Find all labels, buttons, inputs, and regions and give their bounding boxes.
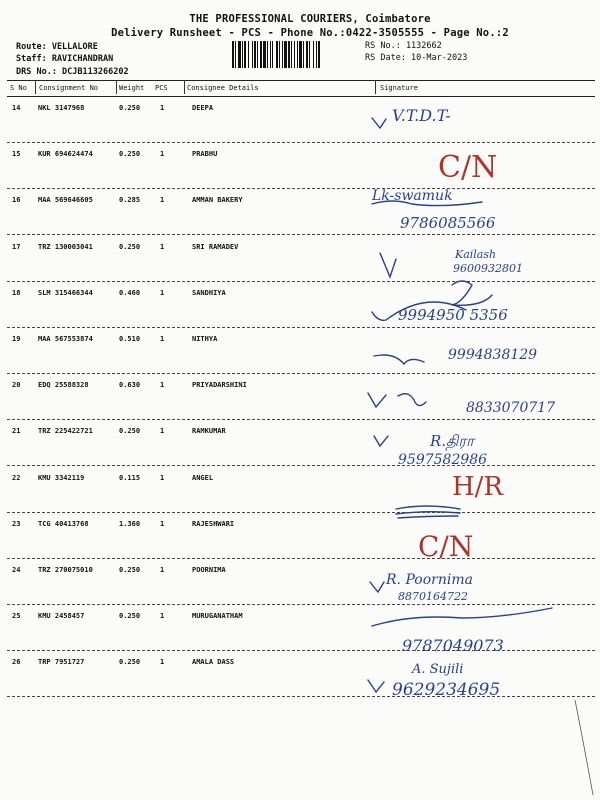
cn-mark-row-15: C/N — [438, 150, 498, 185]
row-sno: 21 — [12, 427, 21, 436]
signature-stroke — [372, 608, 552, 626]
row-separator — [7, 465, 595, 466]
row-consignment-no: NKL 3147968 — [38, 104, 85, 112]
row-separator — [7, 281, 595, 282]
row-consignee: MURUGANATHAM — [192, 612, 243, 621]
header-top-rule — [7, 80, 595, 81]
signature-row-21-name: R.திரா — [430, 432, 474, 450]
route-label: Route: VELLALORE — [16, 42, 98, 52]
signature-row-24-phone: 8870164722 — [398, 590, 468, 603]
signature-row-20-phone: 8833070717 — [466, 400, 556, 416]
staff-label: Staff: RAVICHANDRAN — [16, 54, 114, 64]
row-consignment-no: TCG 40413768 — [38, 519, 89, 528]
row-separator — [7, 604, 595, 605]
row-sno: 18 — [12, 288, 21, 297]
signature-row-18-phone: 9994950 5356 — [398, 306, 508, 324]
signature-stroke — [374, 436, 388, 446]
row-sno: 19 — [12, 335, 21, 343]
row-weight: 0.250 — [119, 150, 141, 159]
row-pcs: 1 — [160, 473, 165, 482]
col-header-consignee: Consignee Details — [187, 84, 259, 92]
col-sep — [375, 80, 376, 94]
row-sno: 23 — [12, 519, 21, 528]
row-pcs: 1 — [160, 519, 165, 528]
col-sep — [184, 80, 185, 94]
signature-row-26-name: A. Sujili — [412, 662, 464, 677]
row-separator — [7, 696, 595, 697]
row-consignee: RAMKUMAR — [192, 427, 226, 436]
row-pcs: 1 — [160, 335, 165, 343]
row-sno: 16 — [12, 196, 21, 205]
row-weight: 0.250 — [119, 566, 141, 574]
row-weight: 0.250 — [119, 658, 141, 667]
row-pcs: 1 — [160, 566, 165, 574]
signature-stroke — [452, 281, 492, 305]
row-separator — [7, 188, 595, 189]
row-consignee: AMALA DASS — [192, 658, 235, 667]
row-pcs: 1 — [160, 242, 165, 251]
row-weight: 0.630 — [119, 381, 141, 390]
row-consignment-no: TRZ 225422721 — [38, 427, 93, 436]
row-sno: 26 — [12, 658, 21, 667]
rs-number: RS No.: 1132662 — [365, 41, 442, 51]
row-pcs: 1 — [160, 104, 165, 112]
signature-row-26-phone: 9629234695 — [392, 680, 501, 700]
row-separator — [7, 327, 595, 328]
row-consignee: AMMAN BAKERY — [192, 196, 243, 205]
row-pcs: 1 — [160, 427, 165, 436]
row-separator — [7, 234, 595, 235]
signature-stroke — [370, 582, 384, 592]
row-pcs: 1 — [160, 288, 165, 297]
col-header-signature: Signature — [380, 84, 418, 92]
row-weight: 0.285 — [119, 196, 141, 205]
row-pcs: 1 — [160, 612, 165, 621]
row-consignment-no: KMU 3342119 — [38, 473, 85, 482]
row-separator — [7, 373, 595, 374]
signature-stroke — [374, 355, 424, 364]
runsheet-subtitle: Delivery Runsheet - PCS - Phone No.:0422-3505555 - Page No.:2 — [111, 27, 509, 39]
signature-row-24-name: R. Poornima — [386, 572, 473, 588]
row-sno: 24 — [12, 566, 21, 574]
row-weight: 0.250 — [119, 427, 141, 436]
row-sno: 15 — [12, 150, 21, 159]
row-consignee: SANDHIYA — [192, 288, 226, 297]
row-consignee: PRABHU — [192, 150, 218, 159]
row-consignment-no: KMU 2458457 — [38, 612, 85, 621]
barcode — [232, 41, 358, 68]
col-sep — [116, 80, 117, 94]
row-consignment-no: TRZ 270075010 — [38, 566, 93, 574]
col-header-pcs: PCS — [155, 84, 168, 92]
hr-mark-row-22: H/R — [452, 472, 504, 502]
row-pcs: 1 — [160, 381, 165, 390]
col-header-sno: S No — [10, 84, 27, 92]
row-pcs: 1 — [160, 658, 165, 667]
row-weight: 0.460 — [119, 288, 141, 297]
signature-row-16-name: Lk-swamuk — [372, 188, 453, 204]
row-weight: 0.250 — [119, 104, 141, 112]
signature-row-25-phone: 9787049073 — [402, 636, 504, 655]
row-consignee: POORNIMA — [192, 566, 226, 574]
row-consignee: NITHYA — [192, 335, 218, 343]
cn-mark-row-24: C/N — [418, 530, 474, 563]
row-weight: 0.510 — [119, 335, 141, 343]
row-pcs: 1 — [160, 196, 165, 205]
row-weight: 0.250 — [119, 612, 141, 621]
signature-row-17-name: Kailash — [455, 248, 497, 261]
row-consignee: SRI RAMADEV — [192, 242, 239, 251]
signature-stroke — [398, 394, 426, 406]
signature-row-21-phone: 9597582986 — [398, 452, 488, 468]
col-header-weight: Weight — [119, 84, 145, 92]
row-sno: 20 — [12, 381, 21, 390]
signature-row-14: V.T.D.T- — [392, 106, 451, 125]
rs-date: RS Date: 10-Mar-2023 — [365, 53, 468, 63]
row-consignment-no: TRZ 130003041 — [38, 242, 93, 251]
row-consignee: DEEPA — [192, 104, 214, 112]
paper-edge-mark — [575, 700, 593, 795]
row-separator — [7, 512, 595, 513]
row-weight: 1.360 — [119, 519, 141, 528]
row-separator — [7, 142, 595, 143]
row-consignment-no: TRP 7951727 — [38, 658, 85, 667]
row-pcs: 1 — [160, 150, 165, 159]
row-separator — [7, 650, 595, 651]
row-consignee: RAJESHWARI — [192, 519, 235, 528]
header-bottom-rule — [7, 96, 595, 97]
barcode-bar — [320, 41, 321, 68]
row-consignee: ANGEL — [192, 473, 214, 482]
row-consignment-no: EDQ 25588328 — [38, 381, 89, 390]
signature-stroke — [368, 393, 386, 407]
drs-label: DRS No.: DCJB113266202 — [16, 67, 129, 77]
row-consignment-no: MAA 567553874 — [38, 335, 93, 343]
row-sno: 17 — [12, 242, 21, 251]
signature-stroke — [380, 253, 396, 277]
signature-row-16-phone: 9786085566 — [400, 214, 496, 232]
row-consignment-no: KUR 694624474 — [38, 150, 93, 159]
row-consignment-no: SLM 315466344 — [38, 288, 93, 297]
signature-stroke — [372, 118, 386, 128]
row-consignment-no: MAA 569646605 — [38, 196, 93, 205]
signature-row-17-phone: 9600932801 — [453, 262, 523, 275]
row-separator — [7, 419, 595, 420]
row-weight: 0.115 — [119, 473, 141, 482]
col-sep — [35, 80, 36, 94]
signature-stroke — [368, 680, 384, 692]
row-weight: 0.250 — [119, 242, 141, 251]
row-sno: 22 — [12, 473, 21, 482]
row-sno: 25 — [12, 612, 21, 621]
signature-row-19-phone: 9994838129 — [448, 347, 538, 363]
row-consignee: PRIYADARSHINI — [192, 381, 247, 390]
col-header-consignment: Consignment No — [39, 84, 99, 92]
row-separator — [7, 558, 595, 559]
company-title: THE PROFESSIONAL COURIERS, Coimbatore — [189, 13, 431, 25]
row-sno: 14 — [12, 104, 21, 112]
